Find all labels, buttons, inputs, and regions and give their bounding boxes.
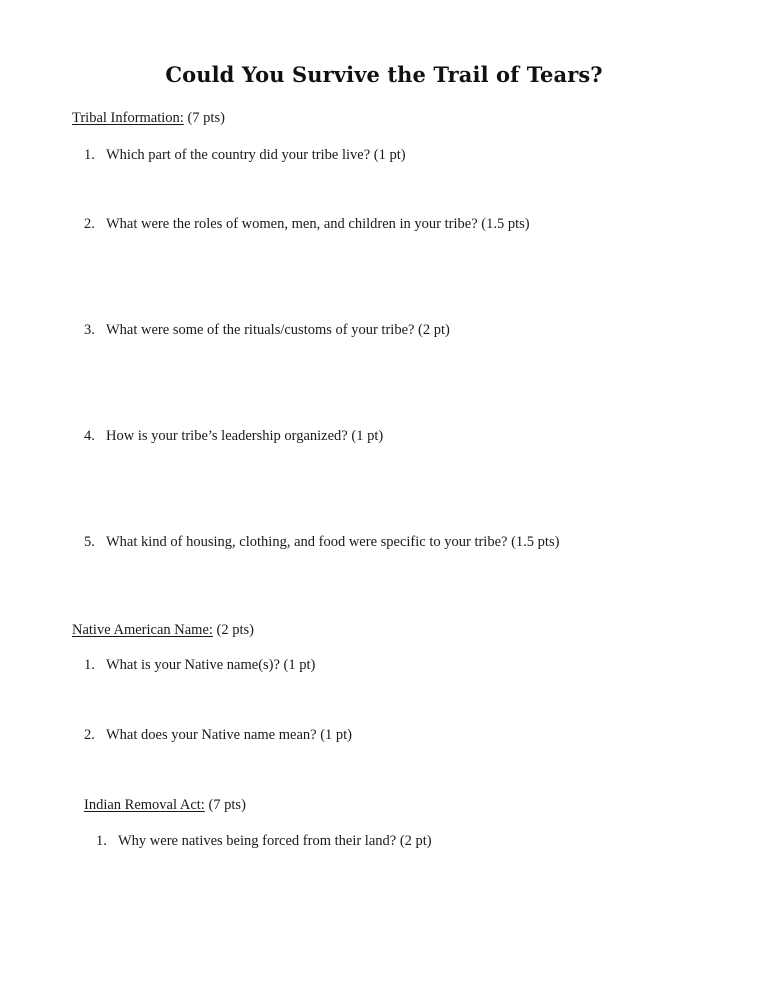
section-heading-native-american-name bbox=[72, 622, 254, 639]
question-number: 4. bbox=[84, 428, 95, 444]
question-item bbox=[84, 216, 530, 233]
question-item bbox=[84, 657, 315, 674]
question-text: Which part of the country did your tribe live? (1 pt) bbox=[106, 147, 406, 163]
question-item bbox=[84, 534, 559, 551]
section-heading-indian-removal-act bbox=[84, 797, 246, 814]
question-number: 3. bbox=[84, 322, 95, 338]
section-heading-points: (7 pts) bbox=[208, 797, 246, 813]
section-heading-label: Indian Removal Act: bbox=[84, 797, 205, 813]
question-text: What were some of the rituals/customs of your tribe? (2 pt) bbox=[106, 322, 450, 338]
question-item bbox=[84, 727, 352, 744]
section-heading-points: (7 pts) bbox=[187, 110, 225, 126]
question-text: What kind of housing, clothing, and food were specific to your tribe? (1.5 pts) bbox=[106, 534, 560, 550]
question-number: 2. bbox=[84, 216, 95, 232]
section-heading-label: Tribal Information: bbox=[72, 110, 184, 126]
question-number: 1. bbox=[96, 833, 107, 849]
question-text: How is your tribe’s leadership organized? (1 pt) bbox=[106, 428, 384, 444]
question-item bbox=[96, 833, 432, 850]
question-item bbox=[84, 147, 406, 164]
section-heading-points: (2 pts) bbox=[216, 622, 255, 638]
question-item bbox=[84, 428, 383, 445]
question-text: Why were natives being forced from their land? (2 pt) bbox=[118, 833, 432, 849]
question-item bbox=[84, 322, 450, 339]
question-text: What were the roles of women, men, and children in your tribe? (1.5 pts) bbox=[106, 216, 530, 232]
question-number: 1. bbox=[84, 657, 95, 673]
question-number: 2. bbox=[84, 727, 95, 743]
document-title: Could You Survive the Trail of Tears? bbox=[165, 62, 603, 87]
question-text: What is your Native name(s)? (1 pt) bbox=[106, 657, 316, 673]
section-heading-tribal-information bbox=[72, 110, 225, 127]
question-number: 5. bbox=[84, 534, 95, 550]
question-number: 1. bbox=[84, 147, 95, 163]
section-heading-label: Native American Name: bbox=[72, 622, 213, 638]
question-text: What does your Native name mean? (1 pt) bbox=[106, 727, 353, 743]
